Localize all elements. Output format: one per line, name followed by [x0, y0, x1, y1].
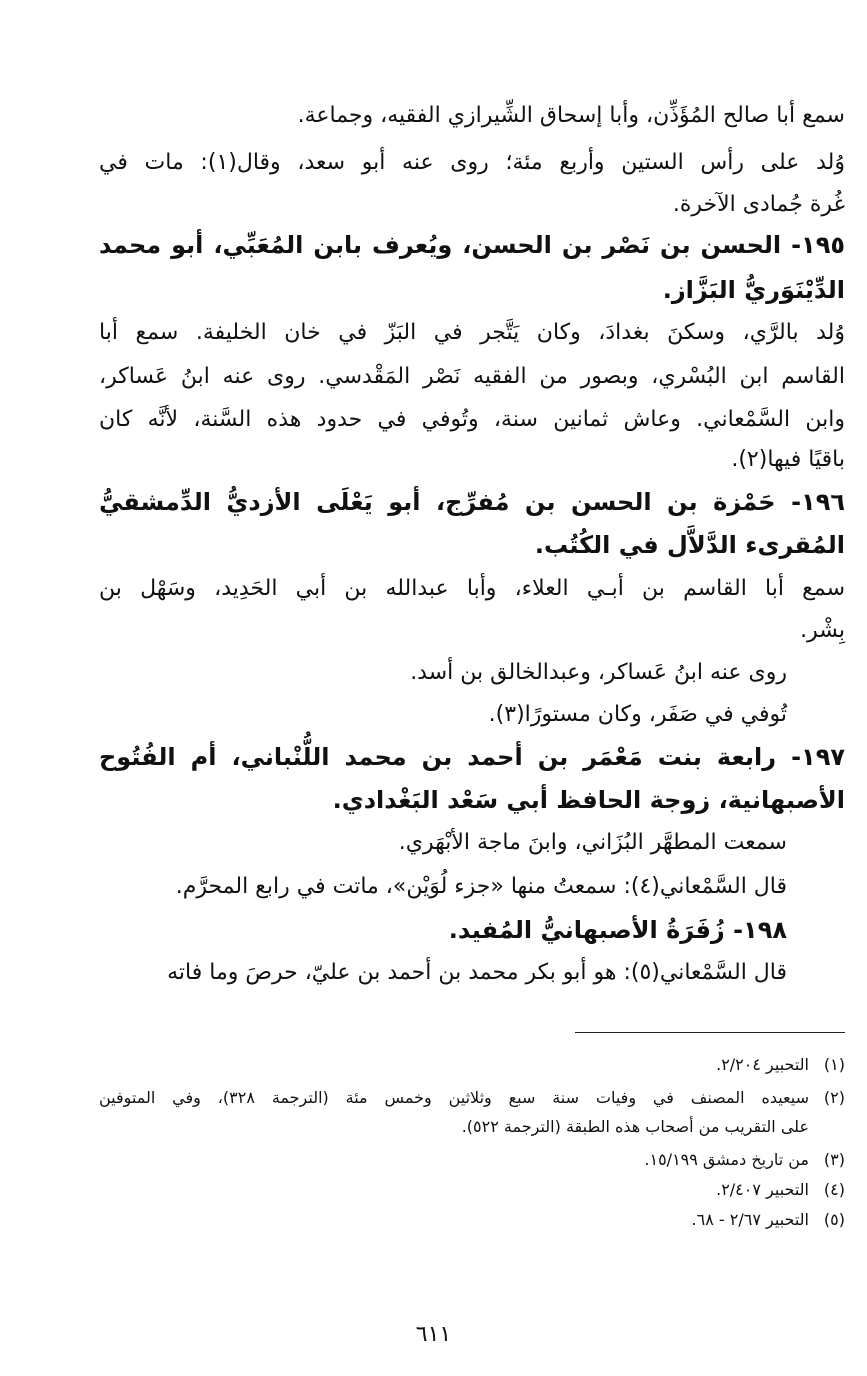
footnote-number: (٣)	[823, 1150, 845, 1169]
text-line: قال السَّمْعاني(٥): هو أبو بكر محمد بن أحمد بن عليّ، حرصَ وما فاته	[167, 960, 787, 985]
text-line: باقيًا فيها(٢).	[731, 447, 845, 472]
footnote-separator	[575, 1032, 845, 1033]
text-line: سمع أبا صالح المُؤَذِّن، وأبا إسحاق الشِّيرازي الفقيه، وجماعة.	[297, 103, 845, 128]
entry-heading-198: ١٩٨- زُفَرَةُ الأصبهانيُّ المُفيد.	[448, 916, 787, 944]
footnote-number: (١)	[823, 1055, 845, 1074]
entry-heading-196-cont: المُقرىء الدَّلاَّل في الكُتُب.	[534, 531, 845, 559]
text-line: سمعت المطهَّر البُزَاني، وابنَ ماجة الأبْهَري.	[398, 830, 787, 855]
footnote-number: (٢)	[823, 1088, 845, 1107]
entry-heading-195-cont: الدِّيْنَوَريُّ البَزَّاز.	[662, 276, 845, 304]
text-line: بِشْر.	[800, 618, 845, 643]
entry-heading-195: ١٩٥- الحسن بن نَصْر بن الحسن، ويُعرف بابن المُعَبِّي، أبو محمد	[99, 231, 845, 259]
footnote-text: من تاريخ دمشق ١٥/١٩٩.	[644, 1150, 809, 1169]
text-line: سمع أبا القاسم بن أبـي العلاء، وأبا عبدالله بن أبي الحَدِيد، وسَهْل بن	[99, 576, 845, 601]
footnote-text: التحبير ٢/٢٠٤.	[716, 1055, 809, 1074]
text-line: وُلد على رأس الستين وأربع مئة؛ روى عنه أبو سعد، وقال(١): مات في	[99, 150, 845, 175]
entry-heading-197-cont: الأصبهانية، زوجة الحافظ أبي سَعْد البَغْدادي.	[332, 786, 845, 814]
text-line: غُرة جُمادى الآخرة.	[672, 192, 845, 217]
footnote-text: التحبير ٢/٤٠٧.	[716, 1180, 809, 1199]
text-line: وُلد بالرَّي، وسكنَ بغدادَ، وكان يَتَّجر في البَزّ في خان الخليفة. سمع أبا	[99, 320, 845, 345]
text-line: وابن السَّمْعاني. وعاش ثمانين سنة، وتُوفي في حدود هذه السَّنة، لأنَّه كان	[99, 407, 845, 432]
text-line: تُوفي في صَفَر، وكان مستورًا(٣).	[488, 702, 787, 727]
footnote-text: سيعيده المصنف في وفيات سنة سبع وثلاثين وخمس مئة (الترجمة ٣٢٨)، وفي المتوفين	[99, 1088, 810, 1107]
footnote-text-cont: على التقريب من أصحاب هذه الطبقة (الترجمة ٥٢٢).	[461, 1117, 809, 1136]
footnote-text: التحبير ٢/٦٧ - ٦٨.	[691, 1210, 809, 1229]
footnote-number: (٤)	[823, 1180, 845, 1199]
page-number: ٦١١	[415, 1322, 452, 1347]
text-line: قال السَّمْعاني(٤): سمعتُ منها «جزء لُوَيْن»، ماتت في رابع المحرَّم.	[175, 874, 787, 899]
text-line: روى عنه ابنُ عَساكر، وعبدالخالق بن أسد.	[410, 660, 787, 685]
entry-heading-197: ١٩٧- رابعة بنت مَعْمَر بن أحمد بن محمد اللُّنْباني، أم الفُتُوح	[99, 743, 845, 771]
entry-heading-196: ١٩٦- حَمْزة بن الحسن بن مُفرِّج، أبو يَعْلَى الأزديُّ الدِّمشقيُّ	[99, 488, 845, 516]
text-line: القاسم ابن البُسْري، وبصور من الفقيه نَصْر المَقْدسي. روى عنه ابنُ عَساكر،	[99, 364, 845, 389]
footnote-number: (٥)	[823, 1210, 845, 1229]
